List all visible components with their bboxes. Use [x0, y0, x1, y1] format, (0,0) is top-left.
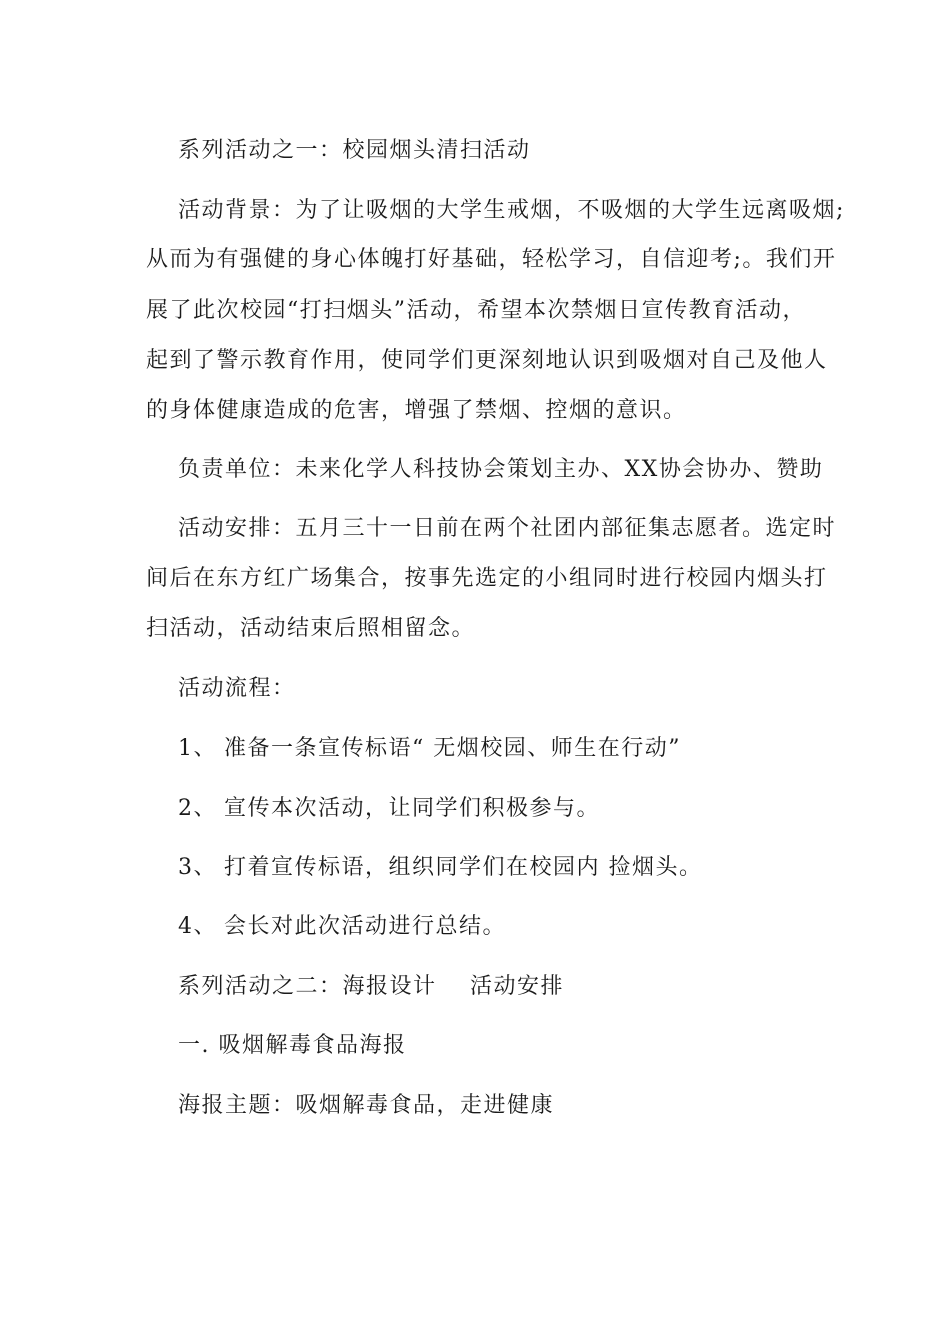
background-line-4: 起到了警示教育作用，使同学们更深刻地认识到吸烟对自己及他人 [146, 348, 828, 373]
list-item-number: 3、 [178, 855, 217, 880]
process-title: 活动流程： [178, 676, 296, 701]
poster-heading: 一. 吸烟解毒食品海报 [178, 1033, 407, 1058]
list-item-number: 1、 [178, 736, 217, 761]
list-item-text: 准备一条宣传标语“ 无烟校园、师生在行动” [224, 736, 681, 761]
responsible-unit: 负责单位：未来化学人科技协会策划主办、XX协会协办、赞助 [178, 457, 824, 482]
background-line-2: 从而为有强健的身心体魄打好基础，轻松学习，自信迎考;。我们开 [146, 247, 837, 272]
list-item-text: 会长对此次活动进行总结。 [224, 914, 507, 939]
list-item-text: 宣传本次活动，让同学们积极参与。 [224, 796, 601, 821]
list-item-number: 2、 [178, 796, 217, 821]
list-item-text: 打着宣传标语，组织同学们在校园内 捡烟头。 [224, 855, 703, 880]
series2-title: 系列活动之二：海报设计 [178, 974, 437, 999]
arrangement-line-3: 扫活动，活动结束后照相留念。 [146, 616, 476, 641]
background-line-5: 的身体健康造成的危害，增强了禁烟、控烟的意识。 [146, 398, 687, 423]
series2-subtitle: 活动安排 [470, 974, 565, 999]
poster-theme: 海报主题：吸烟解毒食品，走进健康 [178, 1093, 555, 1118]
list-item-number: 4、 [178, 914, 217, 939]
background-line-1: 活动背景：为了让吸烟的大学生戒烟，不吸烟的大学生远离吸烟; [178, 198, 845, 223]
background-line-3: 展了此次校园“打扫烟头”活动，希望本次禁烟日宣传教育活动， [146, 298, 806, 323]
arrangement-line-1: 活动安排：五月三十一日前在两个社团内部征集志愿者。选定时 [178, 516, 837, 541]
arrangement-line-2: 间后在东方红广场集合，按事先选定的小组同时进行校园内烟头打 [146, 566, 828, 591]
series1-title: 系列活动之一：校园烟头清扫活动 [178, 138, 531, 163]
